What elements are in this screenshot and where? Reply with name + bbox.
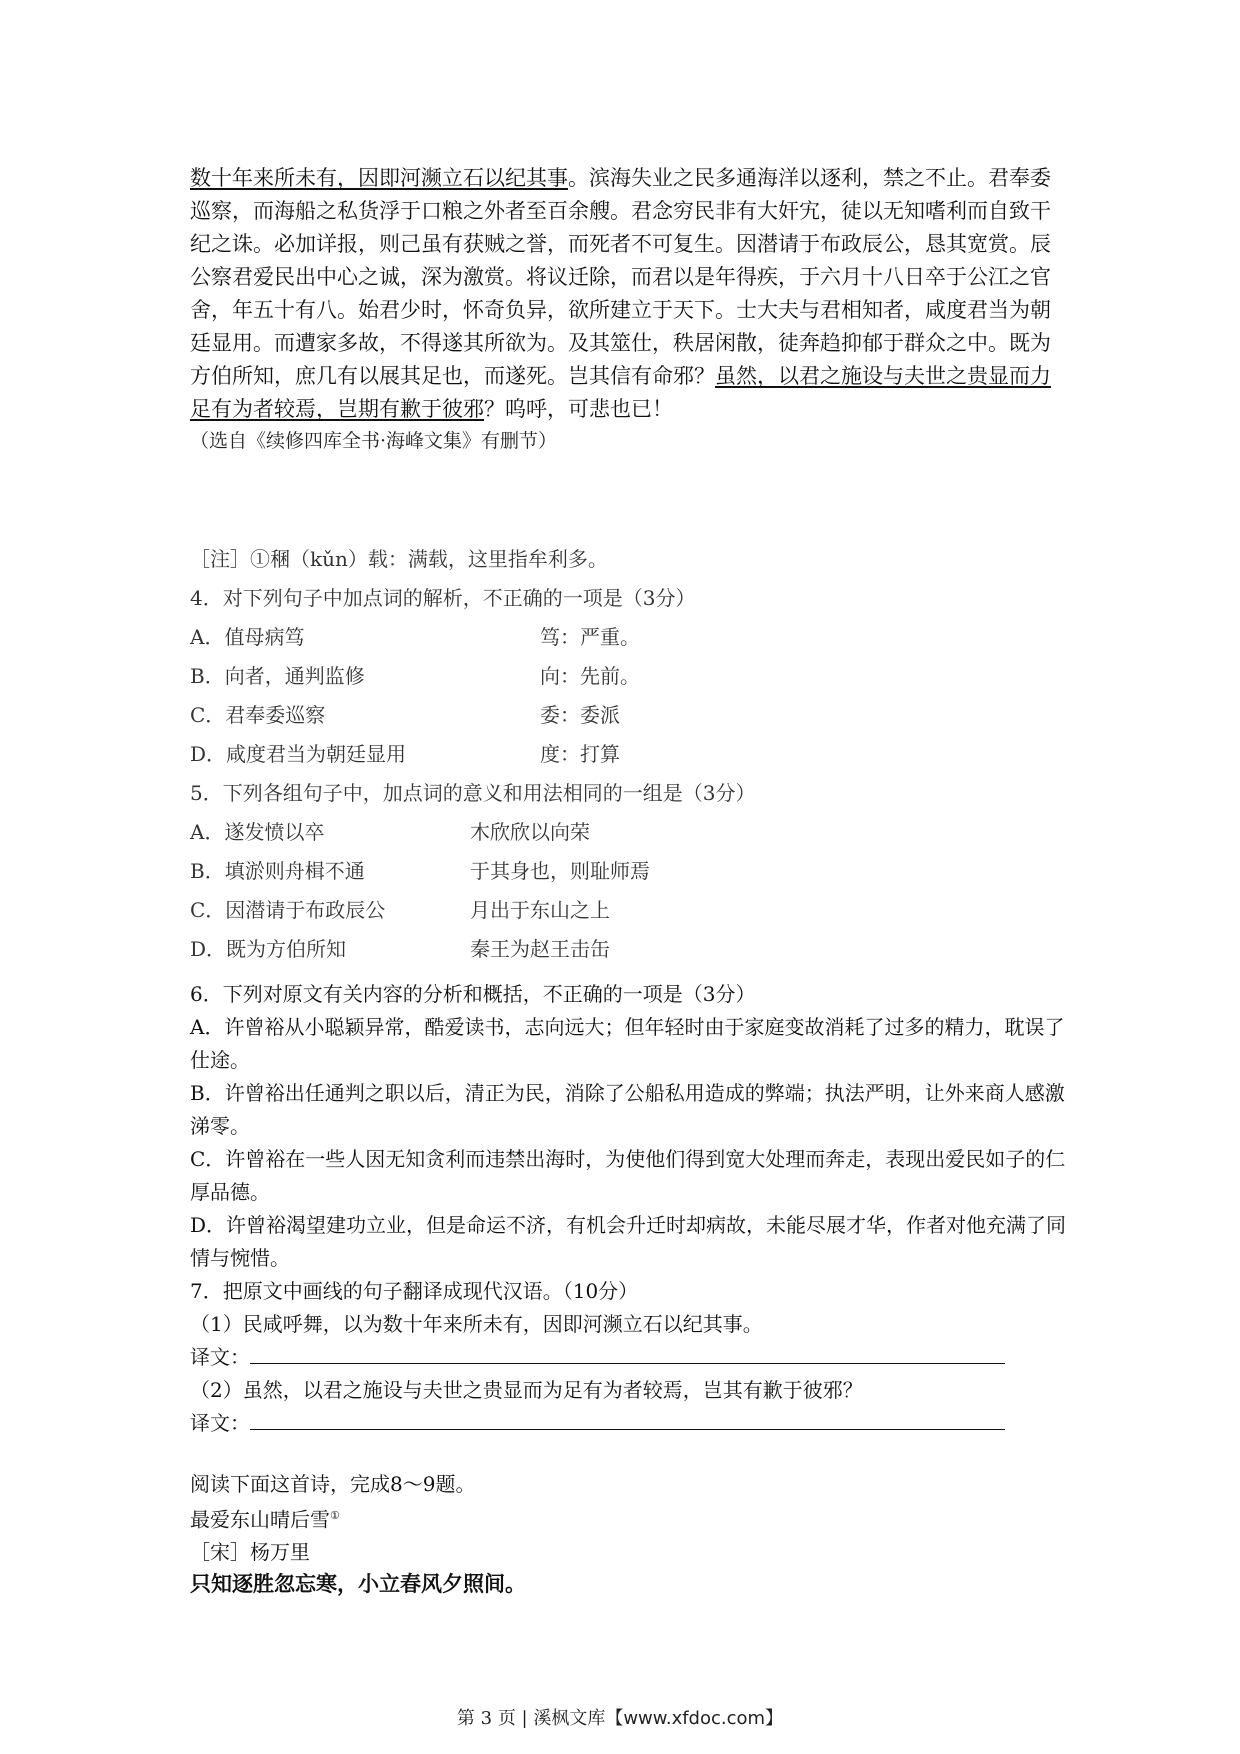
q4-option-d — [190, 735, 910, 774]
annotation-note: ［注］①稛（kǔn）载：满载，这里指牟利多。 — [190, 547, 608, 571]
option-label: A．遂发愤以卒 — [190, 820, 325, 844]
poem-intro: 阅读下面这首诗，完成8～9题。 — [190, 1472, 476, 1496]
q6-option-a: A．许曾裕从小聪颖异常，酷爱读书，志向远大；但年轻时由于家庭变故消耗了过多的精力，耽误了仕途。 — [190, 1015, 1065, 1072]
q5-option-d — [190, 930, 910, 969]
q5-option-b — [190, 852, 910, 891]
option-pair: 月出于东山之上 — [470, 898, 610, 922]
footnote-mark: ① — [330, 1509, 340, 1522]
q6-option-b: B．许曾裕出任通判之职以后，清正为民，消除了公船私用造成的弊端；执法严明，让外来商人感激涕零。 — [190, 1081, 1065, 1138]
passage-text — [190, 162, 1070, 426]
q5-option-a — [190, 813, 910, 852]
footer-prefix: 第 3 页 | 溪枫文库【 — [456, 1708, 624, 1729]
option-label: D．既为方伯所知 — [190, 937, 347, 961]
q6-option-d: D．许曾裕渴望建功立业，但是命运不济，有机会升迁时却病故，未能尽展才华，作者对他充满了同情与惋惜。 — [190, 1213, 1067, 1270]
option-label: A．值母病笃 — [190, 625, 305, 649]
q4-option-b — [190, 657, 910, 696]
scanned-question-block — [190, 540, 910, 969]
q7-sentence-1: （1）民咸呼舞，以为数十年来所未有，因即河濒立石以纪其事。 — [190, 1312, 763, 1336]
poem-author: ［宋］杨万里 — [190, 1539, 310, 1564]
question-4-stem: 4．对下列句子中加点词的解析，不正确的一项是（3分） — [190, 586, 696, 610]
poem-section — [190, 1468, 526, 1600]
option-label: B．向者，通判监修 — [190, 664, 365, 688]
source-citation: （选自《续修四库全书·海峰文集》有删节） — [190, 430, 558, 452]
question-6-stem: 6．下列对原文有关内容的分析和概括，不正确的一项是（3分） — [190, 982, 756, 1006]
answer-blank[interactable] — [250, 1409, 1005, 1430]
option-explain: 向：先前。 — [540, 664, 640, 688]
passage-ending: ？呜呼，可悲也已！ — [484, 397, 673, 421]
question-7-stem: 7．把原文中画线的句子翻译成现代汉语。（10分） — [190, 1279, 639, 1303]
footer-site-link[interactable]: www.xfdoc.com — [623, 1708, 766, 1729]
option-label: D．咸度君当为朝廷显用 — [190, 742, 407, 766]
questions-block — [190, 978, 1070, 1440]
answer-label: 译文： — [190, 1345, 250, 1369]
option-pair: 于其身也，则耻师焉 — [470, 859, 650, 883]
option-pair: 木欣欣以向荣 — [470, 820, 590, 844]
option-explain: 度：打算 — [540, 742, 620, 766]
option-explain: 笃：严重。 — [540, 625, 640, 649]
footer-suffix: 】 — [765, 1708, 784, 1729]
option-label: C．因潜请于布政辰公 — [190, 898, 386, 922]
page-footer — [0, 1704, 1240, 1730]
q7-answer-line-1 — [190, 1341, 1070, 1374]
question-5-stem: 5．下列各组句子中，加点词的意义和用法相同的一组是（3分） — [190, 781, 756, 805]
passage-body: 。滨海失业之民多通海洋以逐利，禁之不止。君奉委巡察，而海船之私货浮于口粮之外者至百余艘。君念穷民非有大奸宄，徒以无知嗜利而自致干纪之诛。必加详报，则己虽有获贼之誉，而死者不可复生。因潜请于布政辰公，恳其宽赏。辰公察君爱民出中心之诚，深为激赏。将议迁除，而君以是年得疾，于六月十八日卒于公江之官舍，年五十有八。始君少时，怀奇负异，欲所建立于天下。士大夫与君相知者，咸度君当为朝廷显用。而遭家多故，不得遂其所欲为。及其筮仕，秩居闲散，徒奔趋抑郁于群众之中。既为方伯所知，庶几有以展其足也，而遂死。岂其信有命邪？ — [190, 166, 1051, 388]
q6-option-c: C．许曾裕在一些人因无知贪利而违禁出海时，为使他们得到宽大处理而奔走，表现出爱民如子的仁厚品德。 — [190, 1147, 1066, 1204]
option-pair: 秦王为赵王击缶 — [470, 937, 610, 961]
underlined-sentence-1: 数十年来所未有，因即河濒立石以纪其事 — [190, 166, 568, 190]
q4-option-c — [190, 696, 910, 735]
q5-option-c — [190, 891, 910, 930]
answer-blank[interactable] — [250, 1343, 1005, 1364]
poem-title-text: 最爱东山晴后雪 — [190, 1507, 330, 1532]
option-explain: 委：委派 — [540, 703, 620, 727]
option-label: B．填淤则舟楫不通 — [190, 859, 365, 883]
answer-label: 译文： — [190, 1411, 250, 1435]
poem-line-1: 只知逐胜忽忘寒，小立春风夕照间。 — [190, 1571, 526, 1596]
option-label: C．君奉委巡察 — [190, 703, 326, 727]
underlined-sentence-2: 虽然，以君之施设与夫世之贵显而力足有为者较焉，岂期有歉于彼邪 — [190, 364, 1051, 421]
poem-title — [190, 1500, 526, 1536]
q7-sentence-2: （2）虽然，以君之施设与夫世之贵显而为足有为者较焉，岂其有歉于彼邪？ — [190, 1378, 863, 1402]
q4-option-a — [190, 618, 910, 657]
q7-answer-line-2 — [190, 1407, 1070, 1440]
